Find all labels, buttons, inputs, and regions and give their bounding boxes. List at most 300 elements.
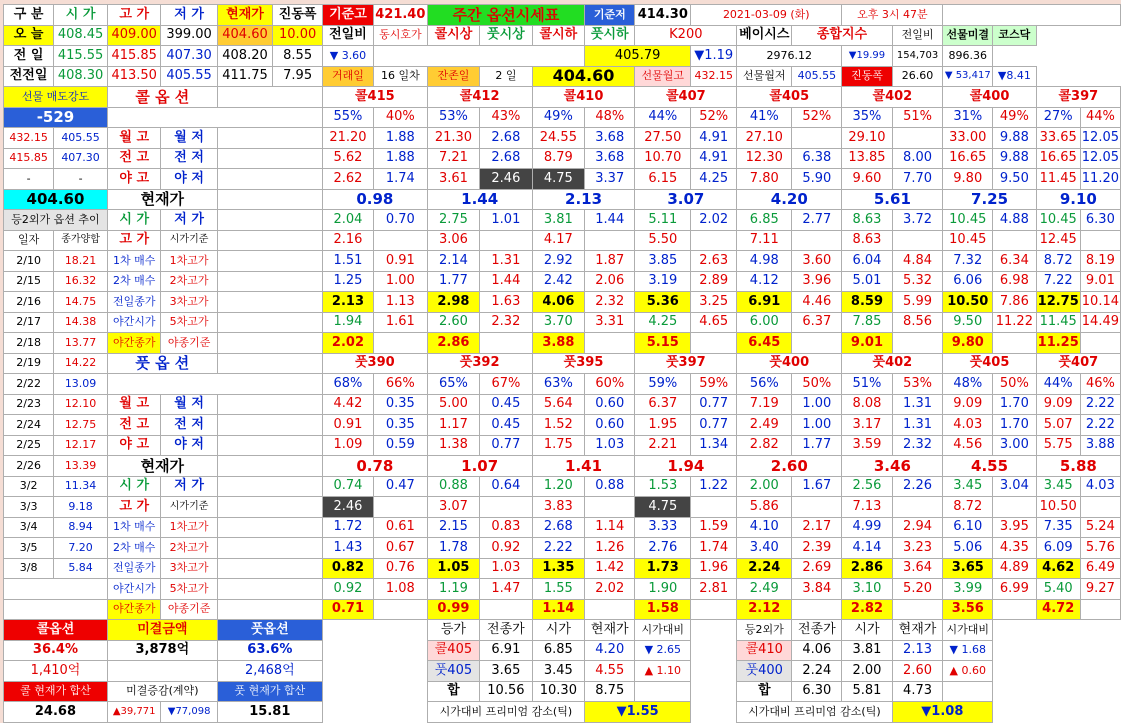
header-range: 진동폭 (273, 5, 323, 26)
calls-nh: 9.60 (842, 169, 892, 190)
level-label: 월 저 (161, 394, 217, 415)
calls-level: 3.96 (792, 271, 842, 292)
t1-r3: 10.56 (480, 681, 532, 702)
call-up-header: 콜시상 (427, 25, 479, 46)
trend-sum: 14.75 (54, 292, 108, 313)
puts-level: 2.82 (842, 599, 892, 620)
fut-oi-value: 154,703 (892, 46, 943, 67)
puts-pct-left: 51% (842, 374, 892, 395)
blank-cell (217, 517, 322, 538)
total-oi: 3,878억 (107, 640, 217, 661)
calls-pl: 9.88 (993, 148, 1037, 169)
puts-level: 1.58 (635, 599, 691, 620)
puts-open: 1.53 (635, 476, 691, 497)
puts-level: 0.76 (373, 558, 427, 579)
puts-level: 1.14 (585, 517, 635, 538)
t1-r2: ▲ 1.10 (635, 661, 691, 682)
calls-level: 12.75 (1036, 292, 1080, 313)
blank-cell (322, 661, 427, 682)
call-pct: 36.4% (4, 640, 108, 661)
time-display: 오후 3시 47분 (842, 5, 943, 26)
puts-high: 7.13 (842, 497, 892, 518)
t1-header: 등가 (427, 620, 479, 641)
puts-low: 2.26 (892, 476, 943, 497)
puts-ph: 1.95 (635, 415, 691, 436)
put-down-header: 풋시하 (585, 25, 635, 46)
puts-level: 0.61 (373, 517, 427, 538)
puts-nh: 1.09 (322, 435, 373, 456)
t2-r2: 2.24 (792, 661, 842, 682)
level-label: 야종기준 (161, 333, 217, 354)
calls-pct-right: 52% (792, 107, 842, 128)
calls-ph: 8.79 (532, 148, 584, 169)
calls-level (1080, 333, 1120, 354)
puts-nh: 1.38 (427, 435, 479, 456)
puts-level: 7.35 (1036, 517, 1080, 538)
trend-date: 3/4 (4, 517, 54, 538)
puts-level: 4.35 (993, 538, 1037, 559)
calls-name: 콜415 (322, 87, 427, 108)
puts-level: 3.23 (892, 538, 943, 559)
calls-level: 3.88 (532, 333, 584, 354)
composite-header: 종합지수 (792, 25, 892, 46)
blank-cell (993, 497, 1037, 518)
calls-current: 2.13 (532, 189, 635, 210)
blank-cell (993, 230, 1037, 251)
t1-r2: 3.65 (480, 661, 532, 682)
blank-cell (993, 681, 1037, 702)
puts-pct-right: 46% (1080, 374, 1120, 395)
header-open: 시 가 (54, 5, 108, 26)
calls-level: 5.15 (635, 333, 691, 354)
trend-sum: 14.22 (54, 353, 108, 374)
puts-level: 2.69 (792, 558, 842, 579)
t1-r2: 4.55 (585, 661, 635, 682)
level-label: 전 고 (107, 415, 161, 436)
calls-pct-right: 43% (480, 107, 532, 128)
calls-level: 2.60 (427, 312, 479, 333)
blank-cell (217, 538, 322, 559)
calls-level: 8.56 (892, 312, 943, 333)
puts-level: 0.92 (480, 538, 532, 559)
t2-foot: 시가대비 프리미엄 감소(틱) (737, 702, 892, 723)
blank-cell (217, 599, 322, 620)
calls-level: 1.44 (480, 271, 532, 292)
put-up-header: 풋시상 (480, 25, 532, 46)
blank-cell (480, 230, 532, 251)
calls-level: 7.22 (1036, 271, 1080, 292)
calls-level (691, 333, 737, 354)
trend-sum: 11.34 (54, 476, 108, 497)
today-open: 408.45 (54, 25, 108, 46)
calls-pct-left: 41% (737, 107, 792, 128)
calls-low: 0.70 (373, 210, 427, 231)
puts-pct-left: 68% (322, 374, 373, 395)
calls-level: 1.51 (322, 251, 373, 272)
puts-level: 0.83 (480, 517, 532, 538)
calls-level: 2.13 (322, 292, 373, 313)
night-high-label: 야 고 (107, 169, 161, 190)
level-label: 전일종가 (107, 558, 161, 579)
puts-nl: 1.34 (691, 435, 737, 456)
puts-pct-left: 65% (427, 374, 479, 395)
puts-pct-right: 50% (993, 374, 1037, 395)
puts-open: 3.45 (1036, 476, 1080, 497)
t1-header: 전종가 (480, 620, 532, 641)
blank-cell (635, 681, 691, 702)
puts-pct-left: 63% (532, 374, 584, 395)
trend-date: 2/25 (4, 435, 54, 456)
puts-level: 1.42 (585, 558, 635, 579)
calls-ml: 2.68 (480, 128, 532, 149)
kosdaq-header: 코스닥 (993, 25, 1037, 46)
range-value: 26.60 (892, 66, 943, 87)
blank-cell (217, 312, 322, 333)
composite-value: 2976.12 (737, 46, 842, 67)
level-label: 야간종가 (107, 599, 161, 620)
calls-nl: 2.46 (480, 169, 532, 190)
night-low2: - (54, 169, 108, 190)
calls-level: 2.14 (427, 251, 479, 272)
blank-cell (217, 169, 322, 190)
t2-r3: 6.30 (792, 681, 842, 702)
blank-cell (993, 702, 1037, 723)
calls-pct-right: 40% (373, 107, 427, 128)
puts-low: 1.67 (792, 476, 842, 497)
blank-cell (892, 497, 943, 518)
puts-level: 2.86 (842, 558, 892, 579)
puts-level: 2.81 (691, 579, 737, 600)
calls-pct-left: 31% (943, 107, 993, 128)
level-label: 1차 매수 (107, 517, 161, 538)
calls-high: 4.17 (532, 230, 584, 251)
calls-level: 2.32 (585, 292, 635, 313)
puts-ml: 2.22 (1080, 394, 1120, 415)
trend-date: 2/26 (4, 456, 54, 477)
t2-header: 시가 (842, 620, 892, 641)
puts-ph: 3.17 (842, 415, 892, 436)
puts-level: 9.27 (1080, 579, 1120, 600)
puts-name: 풋405 (943, 353, 1036, 374)
calls-level: 2.06 (585, 271, 635, 292)
put-label: 풋옵션 (217, 620, 322, 641)
calls-level: 6.45 (737, 333, 792, 354)
calls-name: 콜410 (532, 87, 635, 108)
puts-level: 3.64 (892, 558, 943, 579)
open-label: 시 가 (107, 210, 161, 231)
puts-nl: 1.03 (585, 435, 635, 456)
calls-level: 8.59 (842, 292, 892, 313)
calls-level (373, 333, 427, 354)
trend-date: 2/23 (4, 394, 54, 415)
calls-high: 8.63 (842, 230, 892, 251)
puts-level: 1.35 (532, 558, 584, 579)
calls-level: 4.12 (737, 271, 792, 292)
puts-level: 3.99 (943, 579, 993, 600)
blank-cell (943, 681, 993, 702)
night-low-label: 야 저 (161, 169, 217, 190)
puts-level: 0.92 (322, 579, 373, 600)
blank-cell (322, 640, 427, 661)
puts-ph: 0.91 (322, 415, 373, 436)
puts-ml: 1.70 (993, 394, 1037, 415)
calls-nh: 7.80 (737, 169, 792, 190)
prev-low-label: 전 저 (161, 148, 217, 169)
puts-high: 2.46 (322, 497, 373, 518)
t1-r3: 합 (427, 681, 479, 702)
puts-level: 4.10 (737, 517, 792, 538)
blank-cell (217, 251, 322, 272)
header-current: 현재가 (217, 5, 273, 26)
calls-nl: 7.70 (892, 169, 943, 190)
puts-level: 6.09 (1036, 538, 1080, 559)
calls-level: 2.32 (480, 312, 532, 333)
t2-r2: 2.00 (842, 661, 892, 682)
fut-month-low: 405.55 (792, 66, 842, 87)
puts-ph: 1.52 (532, 415, 584, 436)
calls-level: 1.13 (373, 292, 427, 313)
prev2-low: 405.55 (161, 66, 217, 87)
puts-level: 5.24 (1080, 517, 1120, 538)
option-price-table (3, 4, 1121, 723)
calls-level: 3.19 (635, 271, 691, 292)
change2-header: 전일비 (892, 25, 943, 46)
puts-open: 0.88 (427, 476, 479, 497)
calls-level: 11.25 (1036, 333, 1080, 354)
prev-high-label: 전 고 (107, 148, 161, 169)
puts-level: 5.40 (1036, 579, 1080, 600)
puts-level: 0.71 (322, 599, 373, 620)
level-label: 2차고가 (161, 271, 217, 292)
today-range: 10.00 (273, 25, 323, 46)
calls-level: 0.91 (373, 251, 427, 272)
put-option-title: 풋 옵 션 (107, 353, 217, 374)
puts-level: 1.43 (322, 538, 373, 559)
t2-header: 전종가 (792, 620, 842, 641)
calls-level: 4.65 (691, 312, 737, 333)
calls-current: 3.07 (635, 189, 737, 210)
puts-pct-left: 59% (635, 374, 691, 395)
remain-days: 2 일 (480, 66, 532, 87)
open-label: 시 가 (107, 476, 161, 497)
puts-level: 6.99 (993, 579, 1037, 600)
puts-ph: 1.17 (427, 415, 479, 436)
puts-level (892, 599, 943, 620)
calls-pct-right: 52% (691, 107, 737, 128)
trend-label: 등2외가 옵션 추이 (4, 210, 108, 231)
blank-cell (4, 579, 108, 600)
prev-high2: 415.85 (4, 148, 54, 169)
blank-cell (217, 128, 322, 149)
puts-level: 6.49 (1080, 558, 1120, 579)
puts-pl: 2.22 (1080, 415, 1120, 436)
calls-name: 콜405 (737, 87, 842, 108)
dongsi-header: 동시호가 (373, 25, 427, 46)
blank-cell (585, 497, 635, 518)
trend-date: 2/15 (4, 271, 54, 292)
puts-pct-left: 48% (943, 374, 993, 395)
trend-date: 2/19 (4, 353, 54, 374)
t2-header: 시가대비 (943, 620, 993, 641)
calls-level: 7.32 (943, 251, 993, 272)
puts-current: 1.41 (532, 456, 635, 477)
puts-name: 풋397 (635, 353, 737, 374)
trend-date: 2/10 (4, 251, 54, 272)
calls-level: 1.77 (427, 271, 479, 292)
left-price: 404.60 (4, 189, 108, 210)
base-value: 421.40 (373, 5, 427, 26)
puts-level: 6.10 (943, 517, 993, 538)
calls-name: 콜412 (427, 87, 532, 108)
low-label: 저 가 (161, 210, 217, 231)
level-label: 1차고가 (161, 517, 217, 538)
high-label: 고 가 (107, 230, 161, 251)
basis-value: ▼1.19 (691, 46, 737, 67)
blank-cell (322, 681, 427, 702)
puts-nl: 0.77 (480, 435, 532, 456)
puts-level: 2.15 (427, 517, 479, 538)
calls-level: 1.61 (373, 312, 427, 333)
puts-current: 4.55 (943, 456, 1036, 477)
trend-date: 2/22 (4, 374, 54, 395)
puts-mh: 4.42 (322, 394, 373, 415)
puts-level: 1.74 (691, 538, 737, 559)
puts-level: 1.26 (585, 538, 635, 559)
since-label: 시가기준 (161, 497, 217, 518)
level-label: 3차고가 (161, 558, 217, 579)
oi-change-up: ▲39,771 (107, 702, 161, 723)
puts-mh: 7.19 (737, 394, 792, 415)
puts-mh: 9.09 (1036, 394, 1080, 415)
calls-nl: 4.25 (691, 169, 737, 190)
puts-current: 2.60 (737, 456, 842, 477)
oi-label: 미결금액 (107, 620, 217, 641)
level-label: 야간시가 (107, 312, 161, 333)
level-label: 월 고 (107, 394, 161, 415)
calls-level: 3.70 (532, 312, 584, 333)
blank-cell (217, 415, 322, 436)
puts-level (480, 599, 532, 620)
calls-level: 1.63 (480, 292, 532, 313)
calls-nl: 11.20 (1080, 169, 1120, 190)
puts-ml: 1.31 (892, 394, 943, 415)
calls-level: 1.87 (585, 251, 635, 272)
puts-open: 2.56 (842, 476, 892, 497)
big-price: 404.60 (532, 66, 635, 87)
calls-pct-left: 44% (635, 107, 691, 128)
t1-r1: 6.91 (480, 640, 532, 661)
puts-level: 4.72 (1036, 599, 1080, 620)
blank-cell (217, 148, 322, 169)
calls-open: 3.81 (532, 210, 584, 231)
today-low: 399.00 (161, 25, 217, 46)
calls-level: 11.45 (1036, 312, 1080, 333)
level-label: 전일종가 (107, 292, 161, 313)
blank-cell (373, 46, 584, 67)
t2-r2: 2.60 (892, 661, 943, 682)
level-label: 5차고가 (161, 579, 217, 600)
puts-level: 1.78 (427, 538, 479, 559)
puts-open: 0.74 (322, 476, 373, 497)
calls-high: 3.06 (427, 230, 479, 251)
calls-level: 1.25 (322, 271, 373, 292)
calls-mh: 29.10 (842, 128, 892, 149)
puts-ml: 0.77 (691, 394, 737, 415)
puts-ph: 5.07 (1036, 415, 1080, 436)
calls-mh: 27.50 (635, 128, 691, 149)
calls-low: 6.30 (1080, 210, 1120, 231)
puts-level: 4.89 (993, 558, 1037, 579)
t2-r1: 콜410 (737, 640, 792, 661)
puts-level: 0.82 (322, 558, 373, 579)
calls-level: 2.89 (691, 271, 737, 292)
prev-low2: 407.30 (54, 148, 108, 169)
calls-level: 2.92 (532, 251, 584, 272)
puts-level: 3.40 (737, 538, 792, 559)
blank-cell (217, 333, 322, 354)
blank-cell (943, 5, 1121, 26)
puts-level: 4.99 (842, 517, 892, 538)
calls-open: 8.63 (842, 210, 892, 231)
puts-high: 10.50 (1036, 497, 1080, 518)
calls-level: 8.72 (1036, 251, 1080, 272)
puts-current: 0.78 (322, 456, 427, 477)
puts-current: 3.46 (842, 456, 943, 477)
calls-mh: 33.65 (1036, 128, 1080, 149)
puts-level: 1.90 (635, 579, 691, 600)
puts-level: 3.33 (635, 517, 691, 538)
calls-high: 7.11 (737, 230, 792, 251)
blank-cell (107, 107, 322, 128)
puts-name: 풋390 (322, 353, 427, 374)
puts-ml: 0.35 (373, 394, 427, 415)
night-high2: - (4, 169, 54, 190)
t2-r1: 3.81 (842, 640, 892, 661)
puts-low: 0.88 (585, 476, 635, 497)
blank-cell (217, 558, 322, 579)
trend-header: 종가양합 (54, 230, 108, 251)
fut-month-low2: 405.55 (54, 128, 108, 149)
puts-current: 1.94 (635, 456, 737, 477)
calls-level: 10.14 (1080, 292, 1120, 313)
calls-low: 1.01 (480, 210, 532, 231)
puts-level: 3.10 (842, 579, 892, 600)
blank-cell (107, 661, 217, 682)
puts-level: 2.39 (792, 538, 842, 559)
prev-current: 408.20 (217, 46, 273, 67)
calls-ml: 3.68 (585, 128, 635, 149)
puts-level: 2.24 (737, 558, 792, 579)
oi-change-label: 미결증감(계약) (107, 681, 217, 702)
calls-ml: 4.91 (691, 128, 737, 149)
puts-high: 8.72 (943, 497, 993, 518)
calls-pct-left: 35% (842, 107, 892, 128)
today-current: 404.60 (217, 25, 273, 46)
current-label: 현재가 (107, 456, 217, 477)
fut-month-high2: 432.15 (4, 128, 54, 149)
trend-sum: 8.94 (54, 517, 108, 538)
calls-nh: 11.45 (1036, 169, 1080, 190)
calls-level: 9.80 (943, 333, 993, 354)
header-high: 고 가 (107, 5, 161, 26)
blank-cell (217, 497, 322, 518)
puts-nh: 2.82 (737, 435, 792, 456)
calls-low: 1.44 (585, 210, 635, 231)
t1-r3: 10.30 (532, 681, 584, 702)
calls-pl: 3.68 (585, 148, 635, 169)
puts-level: 1.05 (427, 558, 479, 579)
puts-ph: 2.49 (737, 415, 792, 436)
